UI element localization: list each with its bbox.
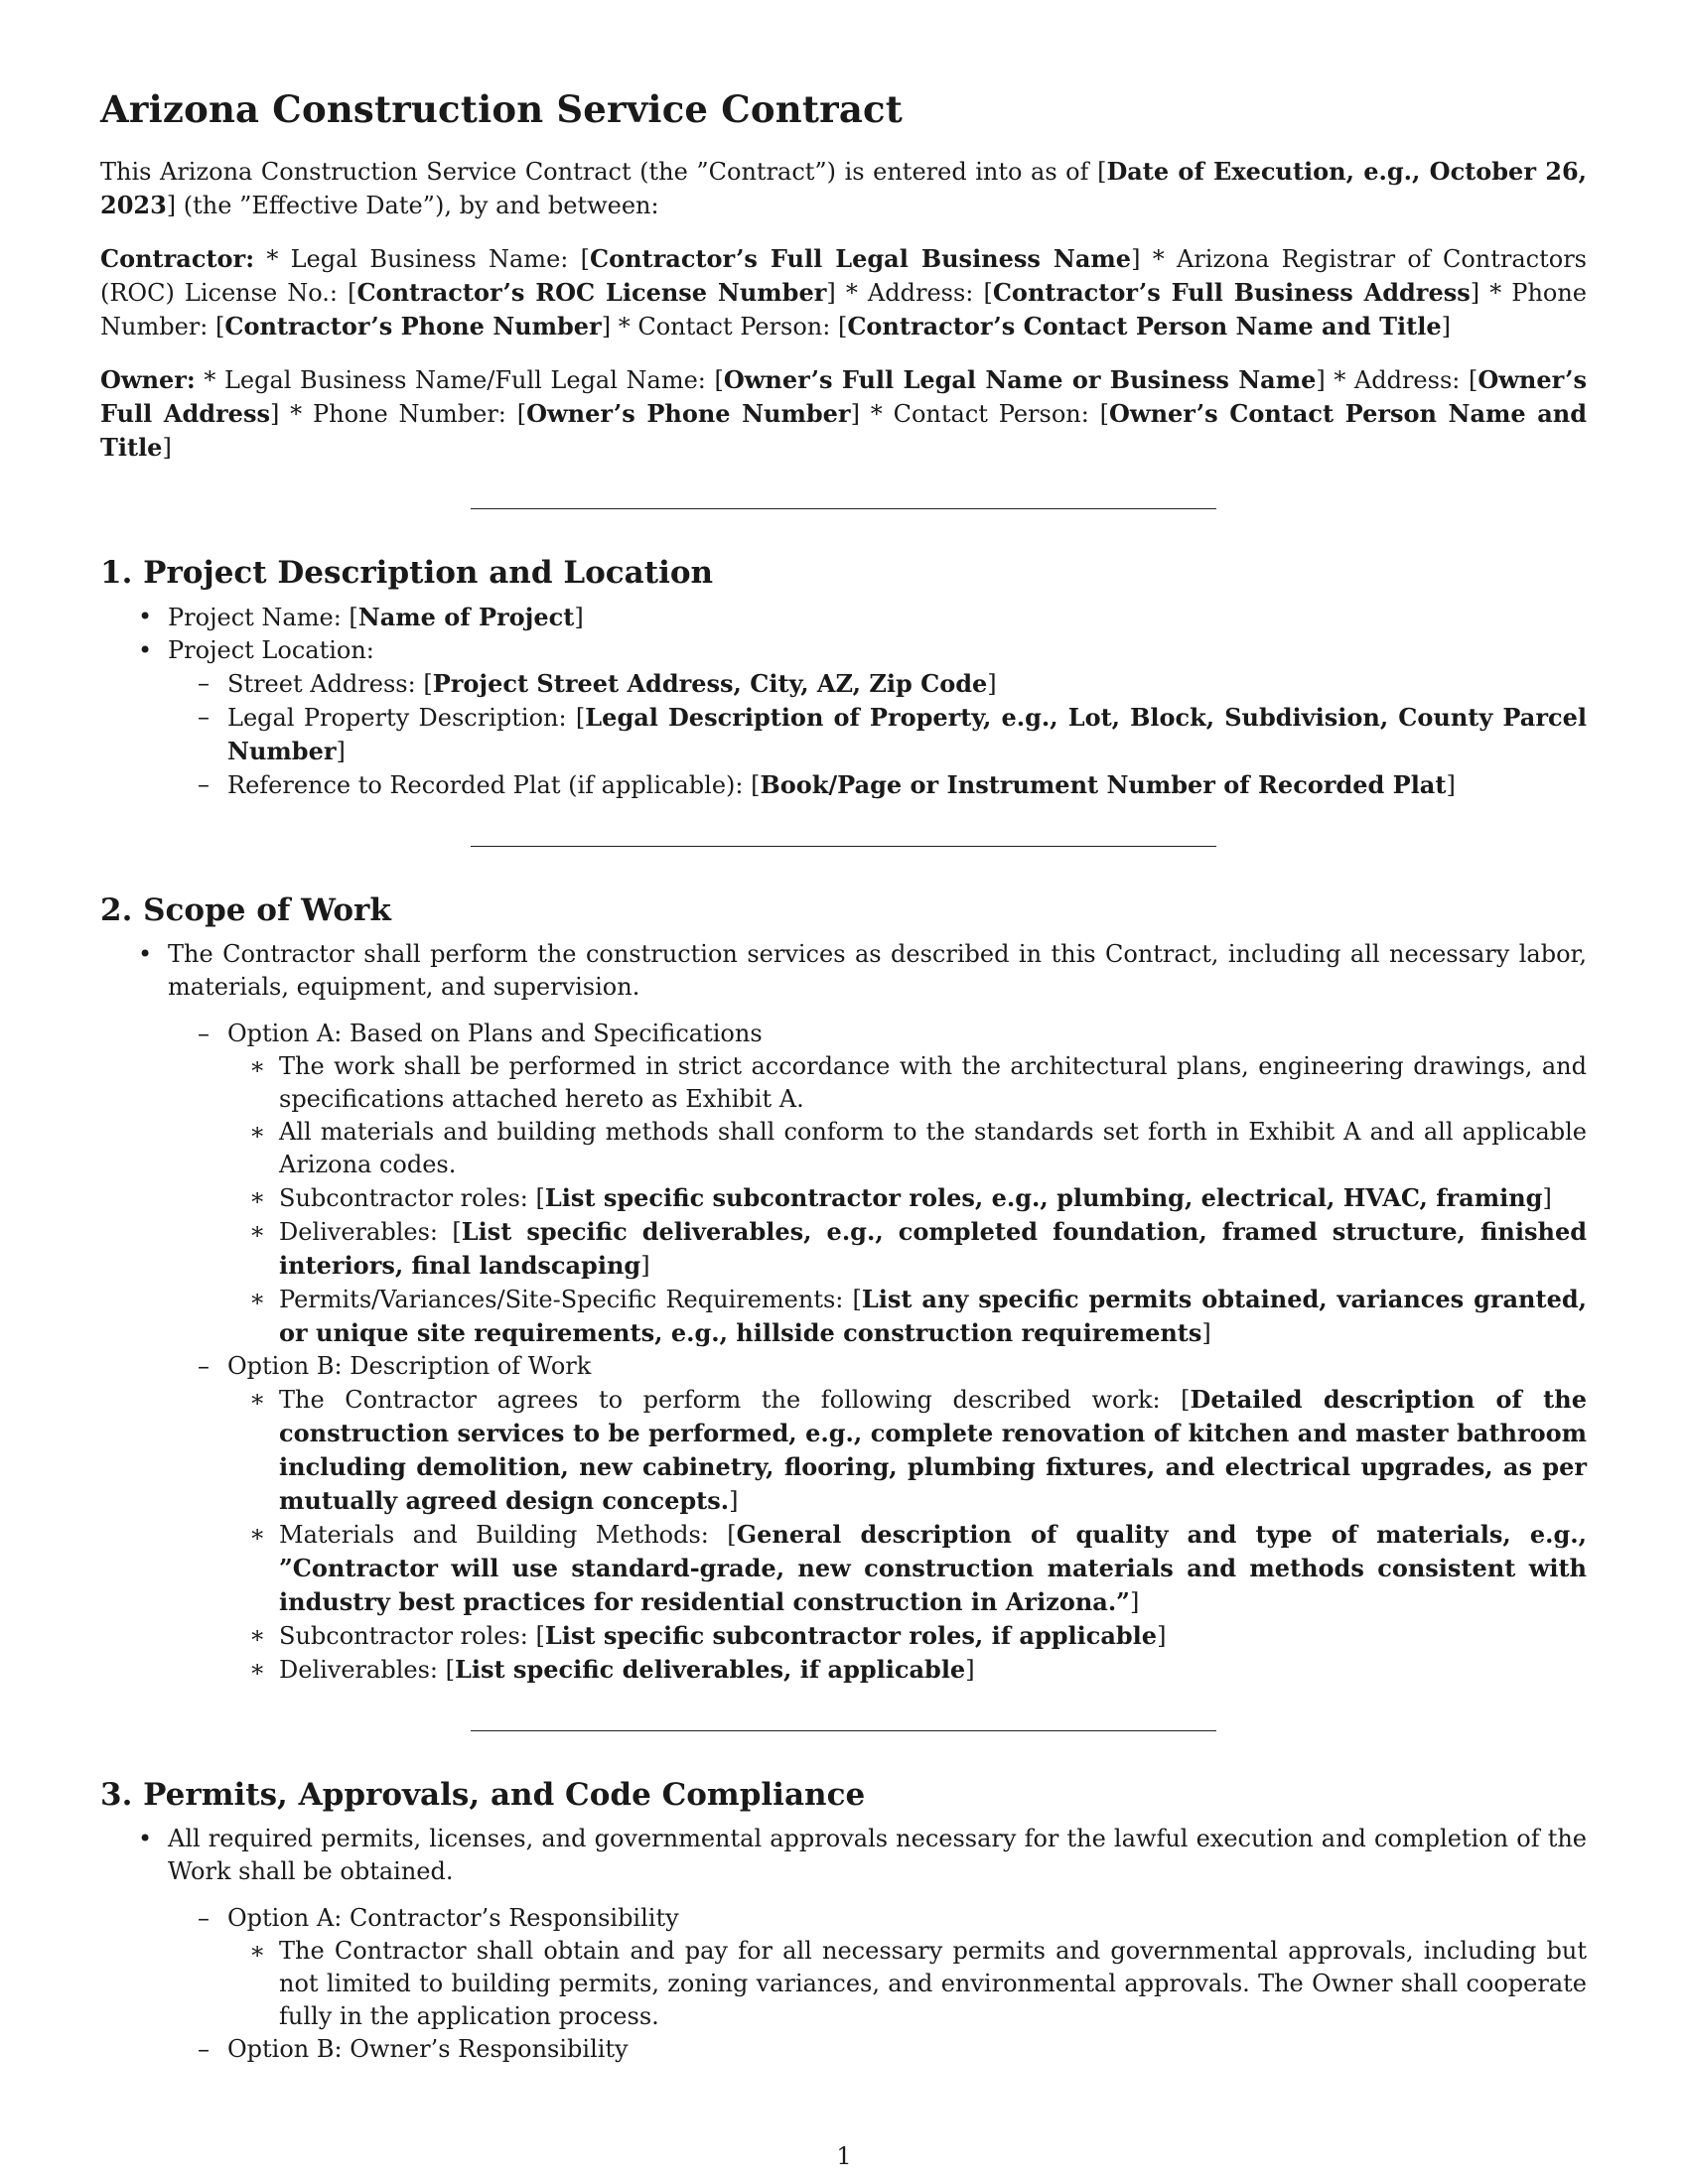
options-sublist: [168, 1018, 1587, 1687]
contractor-address-placeholder: Contractor’s Full Business Address: [992, 278, 1471, 307]
item-text: Deliverables: [: [279, 1656, 455, 1684]
option-b-items: [227, 1383, 1587, 1687]
contractor-text: * Legal Business Name: [: [254, 245, 590, 273]
item-text: Reference to Recorded Plat (if applicable): [: [227, 771, 761, 799]
section-1-heading: 1. Project Description and Location: [100, 555, 714, 591]
deliverables-placeholder: List specific deliverables, e.g., completed foundation, framed structure, finished interiors, final landscaping: [279, 1217, 1587, 1280]
owner-text: ]: [162, 434, 172, 462]
item-text: Subcontractor roles: [: [279, 1184, 545, 1212]
date-placeholder: Date of Execution, e.g., October 26, 2023: [100, 157, 1587, 219]
item-text: ]: [987, 670, 997, 698]
item-text: ]: [1201, 1319, 1211, 1347]
section-divider: [471, 1730, 1216, 1731]
owner-label: Owner:: [100, 365, 196, 394]
item-text: The Contractor agrees to perform the following described work: [: [279, 1386, 1191, 1414]
section-3-list: [100, 1823, 1587, 2066]
contractor-label: Contractor:: [100, 244, 255, 273]
contractor-text: ] * Contact Person: [: [601, 313, 848, 341]
deliverables-placeholder: List specific deliverables, if applicable: [454, 1655, 966, 1684]
work-description-placeholder: Detailed description of the construction services to be performed, e.g., complete renovation of kitchen and master bathroom including demolition, new cabinetry, flooring, plumbing fixtures, and electrical upgrades, as per mutually agreed design concepts.: [279, 1385, 1587, 1515]
list-item: [227, 1619, 1587, 1653]
list-item: [168, 2033, 1587, 2066]
intro-text: ] (the ”Effective Date”), by and between:: [166, 192, 659, 219]
contractor-name-placeholder: Contractor’s Full Legal Business Name: [590, 244, 1132, 273]
document-page: [100, 87, 1587, 2066]
option-a-items: [227, 1050, 1587, 1350]
materials-placeholder: General description of quality and type of materials, e.g., ”Contractor will use standard-grade, new construction materials and methods consistent with industry best practices for residential construction in Arizona.”: [279, 1520, 1587, 1616]
list-item: [100, 938, 1587, 1687]
item-text: Legal Property Description: [: [227, 704, 586, 732]
item-text: ]: [1157, 1622, 1167, 1650]
options-sublist: [168, 1902, 1587, 2066]
list-item: [227, 1383, 1587, 1518]
list-item: [168, 1350, 1587, 1687]
item-text: ]: [965, 1656, 975, 1684]
list-item: [227, 1181, 1587, 1215]
contractor-phone-placeholder: Contractor’s Phone Number: [224, 312, 602, 341]
plat-placeholder: Book/Page or Instrument Number of Recorded Plat: [760, 770, 1447, 799]
subcontractor-placeholder: List specific subcontractor roles, if applicable: [544, 1621, 1158, 1650]
item-text: ]: [1542, 1184, 1552, 1212]
item-text: Project Name: [: [168, 604, 358, 631]
owner-text: ] * Contact Person: [: [850, 400, 1109, 428]
contractor-text: ]: [1441, 313, 1451, 341]
permits-placeholder: List any specific permits obtained, variances granted, or unique site requirements, e.g., hillside construction requirements: [279, 1285, 1587, 1347]
list-item: ∗ The Contractor shall obtain and pay for all necessary permits and governmental approvals, including but not limited to building permits, zoning variances, and environmental approvals. The Owner shall cooperate fully in the application process.: [227, 1935, 1587, 2033]
list-item: [100, 634, 1587, 802]
list-item: [100, 601, 1587, 634]
item-text: Materials and Building Methods: [: [279, 1521, 737, 1549]
section-2-heading: 2. Scope of Work: [100, 892, 391, 928]
document-title: Arizona Construction Service Contract: [100, 87, 904, 131]
item-text: Subcontractor roles: [: [279, 1622, 545, 1650]
list-item: [227, 1518, 1587, 1619]
contractor-paragraph: [100, 242, 1587, 343]
item-text: ]: [640, 1252, 650, 1280]
section-1-list: [100, 601, 1587, 802]
contractor-text: ] * Address: [: [826, 279, 993, 307]
option-a-items: [227, 1935, 1587, 2033]
location-sublist: [168, 667, 1587, 802]
list-item: [227, 1653, 1587, 1687]
owner-contact-placeholder: Owner’s Contact Person Name and Title: [100, 399, 1588, 462]
contractor-text: ] * Arizona Registrar of Contractors (ROC) License No.: [: [100, 245, 1588, 307]
item-text: • All required permits, licenses, and governmental approvals necessary for the lawful execution and completion of the Work shall be obtained.: [168, 1825, 1587, 1885]
section-divider: [471, 508, 1216, 509]
contractor-text: ] * Phone Number: [: [100, 279, 1588, 341]
list-item: [168, 768, 1587, 802]
item-text: Permits/Variances/Site-Specific Requirements: [: [279, 1286, 862, 1313]
item-text: ]: [336, 738, 346, 765]
item-text: ]: [729, 1487, 739, 1515]
subcontractor-placeholder: List specific subcontractor roles, e.g., plumbing, electrical, HVAC, framing: [544, 1183, 1543, 1212]
section-2-list: [100, 938, 1587, 1687]
owner-paragraph: [100, 363, 1587, 465]
project-name-placeholder: Name of Project: [357, 603, 575, 631]
option-a-label: Option A: Based on Plans and Specifications: [227, 1020, 763, 1047]
item-text: • The Contractor shall perform the construction services as described in this Contract, including all necessary labor, materials, equipment, and supervision.: [168, 940, 1587, 1001]
list-item: [168, 667, 1587, 701]
owner-phone-placeholder: Owner’s Phone Number: [526, 399, 851, 428]
list-item: ∗ The work shall be performed in strict accordance with the architectural plans, engineering drawings, and specifications attached hereto as Exhibit A.: [227, 1050, 1587, 1116]
list-item: ∗ All materials and building methods shall conform to the standards set forth in Exhibit A and all applicable Arizona codes.: [227, 1116, 1587, 1181]
intro-text: This Arizona Construction Service Contract (the ”Contract”) is entered into as of [: [100, 158, 1107, 186]
list-item: [227, 1283, 1587, 1350]
item-text: ]: [1446, 771, 1456, 799]
owner-text: ] * Phone Number: [: [269, 400, 527, 428]
item-text: Deliverables: [: [279, 1218, 462, 1246]
option-b-label: Option B: Owner’s Responsibility: [227, 2035, 629, 2063]
section-3-heading: 3. Permits, Approvals, and Code Compliance: [100, 1777, 866, 1813]
item-text: Project Location:: [168, 636, 374, 664]
page-number: 1: [836, 2142, 852, 2170]
list-item: [227, 1215, 1587, 1283]
contractor-contact-placeholder: Contractor’s Contact Person Name and Title: [847, 312, 1442, 341]
owner-name-placeholder: Owner’s Full Legal Name or Business Name: [723, 365, 1317, 394]
list-item: [100, 1823, 1587, 2066]
street-placeholder: Project Street Address, City, AZ, Zip Code: [432, 669, 988, 698]
item-text: ]: [574, 604, 584, 631]
intro-paragraph: [100, 155, 1587, 222]
option-a-label: Option A: Contractor’s Responsibility: [227, 1904, 679, 1932]
owner-address-placeholder: Owner’s Full Address: [100, 365, 1587, 428]
legal-description-placeholder: Legal Description of Property, e.g., Lot, Block, Subdivision, County Parcel Number: [227, 703, 1587, 765]
owner-text: * Legal Business Name/Full Legal Name: [: [195, 366, 724, 394]
item-text: Street Address: [: [227, 670, 433, 698]
option-b-label: Option B: Description of Work: [227, 1352, 592, 1380]
list-item: [168, 1018, 1587, 1350]
section-divider: [471, 846, 1216, 847]
list-item: [168, 701, 1587, 768]
owner-text: ] * Address: [: [1316, 366, 1478, 394]
contractor-roc-placeholder: Contractor’s ROC License Number: [356, 278, 827, 307]
item-text: ]: [1129, 1588, 1140, 1616]
list-item: [168, 1902, 1587, 2033]
